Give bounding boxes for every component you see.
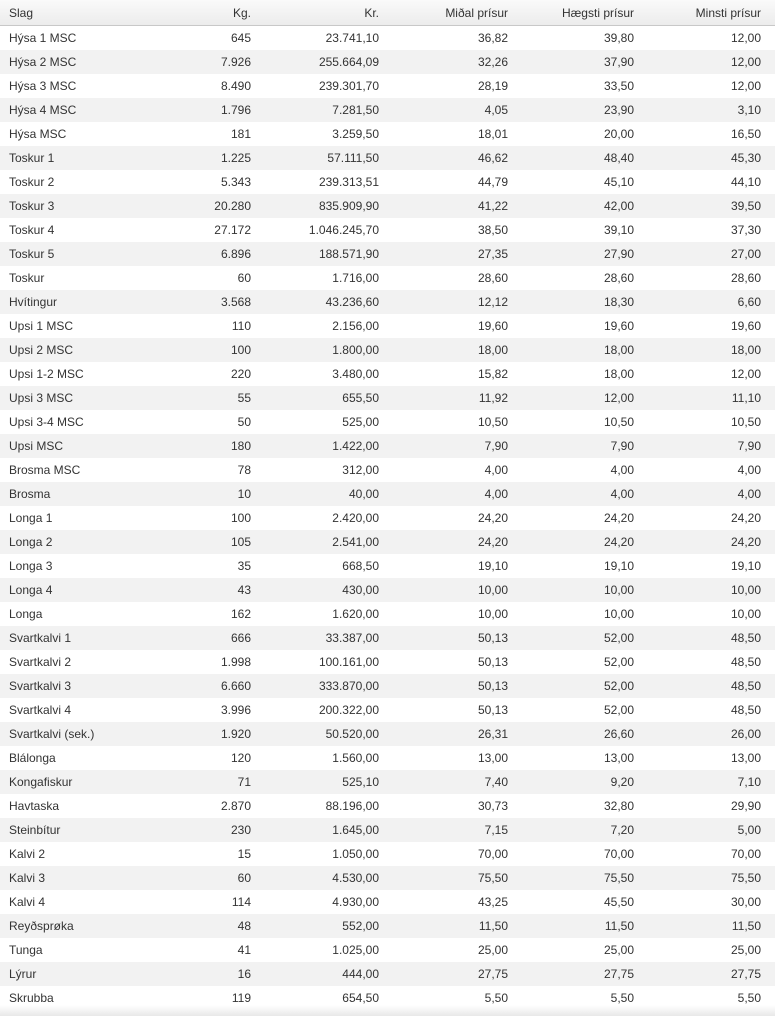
cell-midal-prisur: 10,50	[477, 415, 508, 429]
cell-midal-prisur: 30,73	[477, 799, 508, 813]
cell-midal-prisur: 50,13	[477, 655, 508, 669]
cell-midal-prisur: 41,22	[477, 199, 508, 213]
cell-kg: 6.660	[220, 679, 251, 693]
cell-kg: 181	[230, 127, 251, 141]
table-row	[0, 602, 775, 626]
cell-slag: Hýsa 3 MSC	[9, 79, 77, 93]
table-row	[0, 482, 775, 506]
cell-kr: 430,00	[342, 583, 379, 597]
cell-haegsti-prisur: 7,90	[610, 439, 634, 453]
cell-kr: 3.480,00	[332, 367, 379, 381]
cell-slag: Svartkalvi (sek.)	[9, 727, 95, 741]
cell-kg: 230	[230, 823, 251, 837]
cell-slag: Svartkalvi 1	[9, 631, 72, 645]
cell-slag: Svartkalvi 3	[9, 679, 72, 693]
table-row	[0, 650, 775, 674]
cell-slag: Svartkalvi 4	[9, 703, 72, 717]
cell-slag: Hýsa MSC	[9, 127, 67, 141]
cell-slag: Upsi 1-2 MSC	[9, 367, 84, 381]
table-row	[0, 362, 775, 386]
cell-minsti-prisur: 10,00	[730, 583, 761, 597]
cell-kg: 1.998	[220, 655, 251, 669]
cell-minsti-prisur: 75,50	[730, 871, 761, 885]
cell-haegsti-prisur: 5,50	[610, 991, 634, 1005]
column-header-kr[interactable]: Kr.	[364, 5, 379, 20]
cell-haegsti-prisur: 28,60	[603, 271, 634, 285]
cell-kr: 2.156,00	[332, 319, 379, 333]
cell-haegsti-prisur: 10,00	[603, 583, 634, 597]
cell-kr: 552,00	[342, 919, 379, 933]
cell-midal-prisur: 7,90	[484, 439, 508, 453]
cell-minsti-prisur: 10,50	[730, 415, 761, 429]
cell-kg: 8.490	[220, 79, 251, 93]
cell-kg: 2.870	[220, 799, 251, 813]
cell-haegsti-prisur: 32,80	[603, 799, 634, 813]
cell-slag: Upsi 3 MSC	[9, 391, 74, 405]
table-row	[0, 338, 775, 362]
cell-minsti-prisur: 10,00	[730, 607, 761, 621]
cell-minsti-prisur: 70,00	[730, 847, 761, 861]
cell-minsti-prisur: 45,30	[730, 151, 761, 165]
table-row	[0, 434, 775, 458]
cell-kg: 35	[237, 559, 251, 573]
cell-kg: 3.568	[220, 295, 251, 309]
cell-minsti-prisur: 26,00	[730, 727, 761, 741]
cell-slag: Toskur 4	[9, 223, 55, 237]
cell-minsti-prisur: 5,00	[737, 823, 761, 837]
cell-haegsti-prisur: 48,40	[603, 151, 634, 165]
cell-minsti-prisur: 48,50	[730, 655, 761, 669]
bottom-shadow	[0, 1005, 775, 1016]
cell-slag: Longa 3	[9, 559, 53, 573]
cell-kg: 6.896	[220, 247, 251, 261]
cell-minsti-prisur: 28,60	[730, 271, 761, 285]
cell-kg: 1.920	[220, 727, 251, 741]
cell-kg: 100	[230, 511, 251, 525]
cell-midal-prisur: 12,12	[477, 295, 508, 309]
cell-slag: Toskur 3	[9, 199, 55, 213]
cell-minsti-prisur: 24,20	[730, 535, 761, 549]
cell-midal-prisur: 32,26	[477, 55, 508, 69]
cell-kg: 120	[230, 751, 251, 765]
cell-haegsti-prisur: 52,00	[603, 655, 634, 669]
cell-haegsti-prisur: 25,00	[603, 943, 634, 957]
cell-minsti-prisur: 25,00	[730, 943, 761, 957]
cell-slag: Toskur 5	[9, 247, 55, 261]
cell-midal-prisur: 19,10	[477, 559, 508, 573]
cell-haegsti-prisur: 18,00	[603, 367, 634, 381]
cell-kr: 188.571,90	[318, 247, 379, 261]
cell-minsti-prisur: 11,50	[731, 919, 761, 933]
cell-haegsti-prisur: 39,80	[603, 31, 634, 45]
table-body	[0, 26, 775, 1011]
cell-slag: Hýsa 1 MSC	[9, 31, 77, 45]
table-row	[0, 266, 775, 290]
cell-minsti-prisur: 44,10	[730, 175, 761, 189]
cell-slag: Longa 2	[9, 535, 53, 549]
cell-midal-prisur: 5,50	[484, 991, 508, 1005]
column-header-slag[interactable]: Slag	[9, 5, 34, 20]
cell-kr: 4.530,00	[332, 871, 379, 885]
table-row	[0, 290, 775, 314]
column-header-haegsti-prisur[interactable]: Hægsti prísur	[561, 5, 634, 20]
cell-midal-prisur: 18,01	[477, 127, 508, 141]
cell-haegsti-prisur: 12,00	[603, 391, 634, 405]
cell-midal-prisur: 4,05	[484, 103, 508, 117]
cell-kg: 48	[237, 919, 251, 933]
cell-slag: Reyðsprøka	[9, 919, 74, 933]
cell-kg: 60	[237, 871, 251, 885]
cell-midal-prisur: 50,13	[477, 631, 508, 645]
cell-midal-prisur: 11,92	[478, 391, 508, 405]
cell-midal-prisur: 7,15	[484, 823, 508, 837]
cell-minsti-prisur: 7,10	[737, 775, 761, 789]
cell-midal-prisur: 36,82	[477, 31, 508, 45]
cell-slag: Kalvi 2	[9, 847, 46, 861]
cell-slag: Kongafiskur	[9, 775, 73, 789]
cell-minsti-prisur: 27,75	[730, 967, 761, 981]
cell-kr: 7.281,50	[332, 103, 379, 117]
cell-midal-prisur: 4,00	[484, 487, 508, 501]
cell-midal-prisur: 19,60	[477, 319, 508, 333]
cell-slag: Toskur	[9, 271, 45, 285]
cell-slag: Toskur 2	[9, 175, 55, 189]
cell-haegsti-prisur: 19,10	[603, 559, 634, 573]
cell-minsti-prisur: 11,10	[731, 391, 761, 405]
cell-kr: 1.800,00	[332, 343, 379, 357]
cell-slag: Skrubba	[9, 991, 54, 1005]
table-row	[0, 866, 775, 890]
cell-kr: 50.520,00	[325, 727, 379, 741]
cell-midal-prisur: 11,50	[478, 919, 508, 933]
cell-minsti-prisur: 48,50	[730, 631, 761, 645]
cell-haegsti-prisur: 7,20	[610, 823, 634, 837]
cell-haegsti-prisur: 45,10	[603, 175, 634, 189]
cell-midal-prisur: 24,20	[477, 535, 508, 549]
cell-minsti-prisur: 48,50	[730, 703, 761, 717]
cell-slag: Blálonga	[9, 751, 56, 765]
cell-kg: 41	[237, 943, 251, 957]
cell-midal-prisur: 28,19	[477, 79, 508, 93]
cell-haegsti-prisur: 52,00	[603, 703, 634, 717]
cell-midal-prisur: 75,50	[477, 871, 508, 885]
cell-haegsti-prisur: 23,90	[603, 103, 634, 117]
cell-haegsti-prisur: 11,50	[604, 919, 634, 933]
table-row	[0, 794, 775, 818]
cell-midal-prisur: 4,00	[484, 463, 508, 477]
table-row	[0, 914, 775, 938]
cell-haegsti-prisur: 10,50	[603, 415, 634, 429]
cell-midal-prisur: 13,00	[477, 751, 508, 765]
cell-kr: 23.741,10	[325, 31, 379, 45]
cell-kr: 33.387,00	[325, 631, 379, 645]
cell-haegsti-prisur: 52,00	[603, 679, 634, 693]
cell-kr: 655,50	[342, 391, 379, 405]
cell-minsti-prisur: 37,30	[730, 223, 761, 237]
cell-slag: Brosma MSC	[9, 463, 81, 477]
cell-minsti-prisur: 12,00	[730, 31, 761, 45]
cell-kg: 119	[231, 991, 251, 1005]
cell-kg: 110	[231, 319, 251, 333]
cell-slag: Upsi 1 MSC	[9, 319, 74, 333]
cell-kr: 668,50	[342, 559, 379, 573]
cell-kg: 180	[230, 439, 251, 453]
cell-haegsti-prisur: 45,50	[603, 895, 634, 909]
cell-kr: 1.025,00	[332, 943, 379, 957]
cell-haegsti-prisur: 75,50	[603, 871, 634, 885]
cell-kr: 312,00	[342, 463, 379, 477]
cell-minsti-prisur: 7,90	[737, 439, 761, 453]
cell-kg: 105	[230, 535, 251, 549]
table-row	[0, 890, 775, 914]
cell-kg: 10	[237, 487, 251, 501]
cell-minsti-prisur: 5,50	[737, 991, 761, 1005]
table-row	[0, 698, 775, 722]
cell-minsti-prisur: 30,00	[730, 895, 761, 909]
table-row	[0, 938, 775, 962]
cell-midal-prisur: 27,75	[477, 967, 508, 981]
cell-minsti-prisur: 6,60	[737, 295, 761, 309]
table-header	[0, 0, 775, 26]
cell-slag: Longa 1	[9, 511, 53, 525]
cell-midal-prisur: 50,13	[477, 679, 508, 693]
cell-haegsti-prisur: 52,00	[603, 631, 634, 645]
cell-kr: 835.909,90	[318, 199, 379, 213]
cell-midal-prisur: 24,20	[477, 511, 508, 525]
cell-kg: 114	[231, 895, 251, 909]
table-row	[0, 410, 775, 434]
cell-midal-prisur: 10,00	[477, 583, 508, 597]
cell-midal-prisur: 15,82	[477, 367, 508, 381]
cell-kr: 2.541,00	[332, 535, 379, 549]
cell-kr: 40,00	[348, 487, 379, 501]
cell-haegsti-prisur: 39,10	[603, 223, 634, 237]
cell-kg: 7.926	[220, 55, 251, 69]
cell-kr: 4.930,00	[332, 895, 379, 909]
cell-kr: 1.560,00	[332, 751, 379, 765]
cell-midal-prisur: 44,79	[477, 175, 508, 189]
cell-kr: 444,00	[342, 967, 379, 981]
cell-kr: 1.620,00	[332, 607, 379, 621]
cell-kg: 50	[237, 415, 251, 429]
cell-haegsti-prisur: 70,00	[603, 847, 634, 861]
table-row	[0, 98, 775, 122]
cell-minsti-prisur: 27,00	[730, 247, 761, 261]
table-row	[0, 242, 775, 266]
table-row	[0, 218, 775, 242]
cell-minsti-prisur: 3,10	[737, 103, 761, 117]
cell-minsti-prisur: 16,50	[730, 127, 761, 141]
cell-minsti-prisur: 4,00	[737, 487, 761, 501]
table-row	[0, 26, 775, 51]
table-row	[0, 578, 775, 602]
cell-kg: 645	[230, 31, 251, 45]
table-row	[0, 770, 775, 794]
cell-midal-prisur: 50,13	[477, 703, 508, 717]
column-header-midal-prisur[interactable]: Miðal prísur	[445, 5, 508, 20]
cell-kg: 1.796	[220, 103, 251, 117]
cell-kr: 1.645,00	[332, 823, 379, 837]
cell-minsti-prisur: 13,00	[730, 751, 761, 765]
cell-kg: 5.343	[220, 175, 251, 189]
cell-kg: 1.225	[220, 151, 251, 165]
cell-slag: Lýrur	[9, 967, 37, 981]
cell-slag: Upsi 3-4 MSC	[9, 415, 84, 429]
cell-kg: 220	[230, 367, 251, 381]
cell-kg: 100	[230, 343, 251, 357]
cell-haegsti-prisur: 24,20	[603, 511, 634, 525]
cell-kr: 239.301,70	[318, 79, 379, 93]
cell-minsti-prisur: 39,50	[730, 199, 761, 213]
cell-slag: Hvítingur	[9, 295, 58, 309]
cell-kr: 1.716,00	[332, 271, 379, 285]
cell-kr: 654,50	[342, 991, 379, 1005]
cell-haegsti-prisur: 19,60	[603, 319, 634, 333]
cell-haegsti-prisur: 26,60	[603, 727, 634, 741]
cell-kr: 57.111,50	[327, 151, 379, 165]
cell-minsti-prisur: 18,00	[730, 343, 761, 357]
cell-midal-prisur: 38,50	[477, 223, 508, 237]
cell-kg: 43	[237, 583, 251, 597]
cell-haegsti-prisur: 18,30	[603, 295, 634, 309]
cell-haegsti-prisur: 10,00	[603, 607, 634, 621]
header-row	[0, 0, 775, 26]
cell-kg: 666	[230, 631, 251, 645]
cell-kg: 71	[237, 775, 251, 789]
cell-kr: 3.259,50	[332, 127, 379, 141]
cell-haegsti-prisur: 4,00	[610, 463, 634, 477]
column-header-kg[interactable]: Kg.	[232, 5, 251, 20]
cell-kr: 255.664,09	[318, 55, 379, 69]
cell-kr: 2.420,00	[332, 511, 379, 525]
cell-haegsti-prisur: 9,20	[610, 775, 634, 789]
cell-kr: 1.046.245,70	[308, 223, 379, 237]
cell-kg: 15	[237, 847, 251, 861]
cell-haegsti-prisur: 20,00	[603, 127, 634, 141]
table-row	[0, 962, 775, 986]
cell-kg: 27.172	[214, 223, 251, 237]
cell-haegsti-prisur: 18,00	[603, 343, 634, 357]
cell-kr: 525,10	[342, 775, 379, 789]
cell-midal-prisur: 28,60	[477, 271, 508, 285]
table-row	[0, 530, 775, 554]
cell-midal-prisur: 70,00	[477, 847, 508, 861]
cell-kg: 20.280	[214, 199, 251, 213]
cell-slag: Steinbítur	[9, 823, 61, 837]
cell-midal-prisur: 18,00	[477, 343, 508, 357]
table-row	[0, 194, 775, 218]
cell-haegsti-prisur: 13,00	[603, 751, 634, 765]
table-row	[0, 74, 775, 98]
cell-minsti-prisur: 12,00	[730, 79, 761, 93]
cell-minsti-prisur: 29,90	[730, 799, 761, 813]
cell-slag: Brosma	[9, 487, 51, 501]
cell-minsti-prisur: 19,10	[730, 559, 761, 573]
cell-minsti-prisur: 19,60	[730, 319, 761, 333]
cell-slag: Longa 4	[9, 583, 53, 597]
cell-kr: 333.870,00	[318, 679, 379, 693]
cell-midal-prisur: 46,62	[477, 151, 508, 165]
cell-midal-prisur: 26,31	[477, 727, 508, 741]
cell-kr: 100.161,00	[318, 655, 379, 669]
cell-slag: Havtaska	[9, 799, 60, 813]
cell-slag: Longa	[9, 607, 43, 621]
cell-slag: Upsi 2 MSC	[9, 343, 74, 357]
cell-slag: Tunga	[9, 943, 43, 957]
cell-kr: 200.322,00	[318, 703, 379, 717]
cell-minsti-prisur: 24,20	[730, 511, 761, 525]
cell-midal-prisur: 7,40	[484, 775, 508, 789]
cell-haegsti-prisur: 4,00	[610, 487, 634, 501]
cell-haegsti-prisur: 27,90	[603, 247, 634, 261]
table-row	[0, 506, 775, 530]
table-row	[0, 170, 775, 194]
table-row	[0, 554, 775, 578]
table-row	[0, 386, 775, 410]
cell-slag: Hýsa 2 MSC	[9, 55, 77, 69]
table-row	[0, 458, 775, 482]
cell-kg: 78	[237, 463, 251, 477]
cell-kg: 16	[237, 967, 251, 981]
cell-slag: Svartkalvi 2	[9, 655, 72, 669]
cell-kr: 88.196,00	[325, 799, 379, 813]
cell-slag: Toskur 1	[9, 151, 55, 165]
cell-kg: 3.996	[220, 703, 251, 717]
cell-minsti-prisur: 48,50	[730, 679, 761, 693]
cell-haegsti-prisur: 37,90	[603, 55, 634, 69]
table-row	[0, 746, 775, 770]
cell-midal-prisur: 10,00	[477, 607, 508, 621]
cell-minsti-prisur: 12,00	[730, 55, 761, 69]
cell-minsti-prisur: 12,00	[730, 367, 761, 381]
cell-kr: 1.050,00	[332, 847, 379, 861]
cell-minsti-prisur: 4,00	[737, 463, 761, 477]
cell-slag: Kalvi 4	[9, 895, 46, 909]
cell-kr: 1.422,00	[332, 439, 379, 453]
table-row	[0, 314, 775, 338]
cell-haegsti-prisur: 24,20	[603, 535, 634, 549]
cell-kr: 239.313,51	[318, 175, 379, 189]
cell-midal-prisur: 25,00	[477, 943, 508, 957]
table-row	[0, 842, 775, 866]
cell-kg: 162	[230, 607, 251, 621]
table-row	[0, 722, 775, 746]
table-row	[0, 146, 775, 170]
cell-slag: Kalvi 3	[9, 871, 46, 885]
table-row	[0, 626, 775, 650]
cell-kr: 525,00	[342, 415, 379, 429]
cell-slag: Upsi MSC	[9, 439, 64, 453]
column-header-minsti-prisur[interactable]: Minsti prísur	[695, 5, 761, 20]
cell-haegsti-prisur: 27,75	[603, 967, 634, 981]
cell-kr: 43.236,60	[325, 295, 379, 309]
cell-slag: Hýsa 4 MSC	[9, 103, 77, 117]
table-row	[0, 50, 775, 74]
cell-haegsti-prisur: 33,50	[603, 79, 634, 93]
table-row	[0, 674, 775, 698]
cell-kg: 55	[237, 391, 251, 405]
table-row	[0, 122, 775, 146]
cell-haegsti-prisur: 42,00	[603, 199, 634, 213]
cell-midal-prisur: 43,25	[477, 895, 508, 909]
cell-kg: 60	[237, 271, 251, 285]
table-row	[0, 818, 775, 842]
cell-midal-prisur: 27,35	[477, 247, 508, 261]
